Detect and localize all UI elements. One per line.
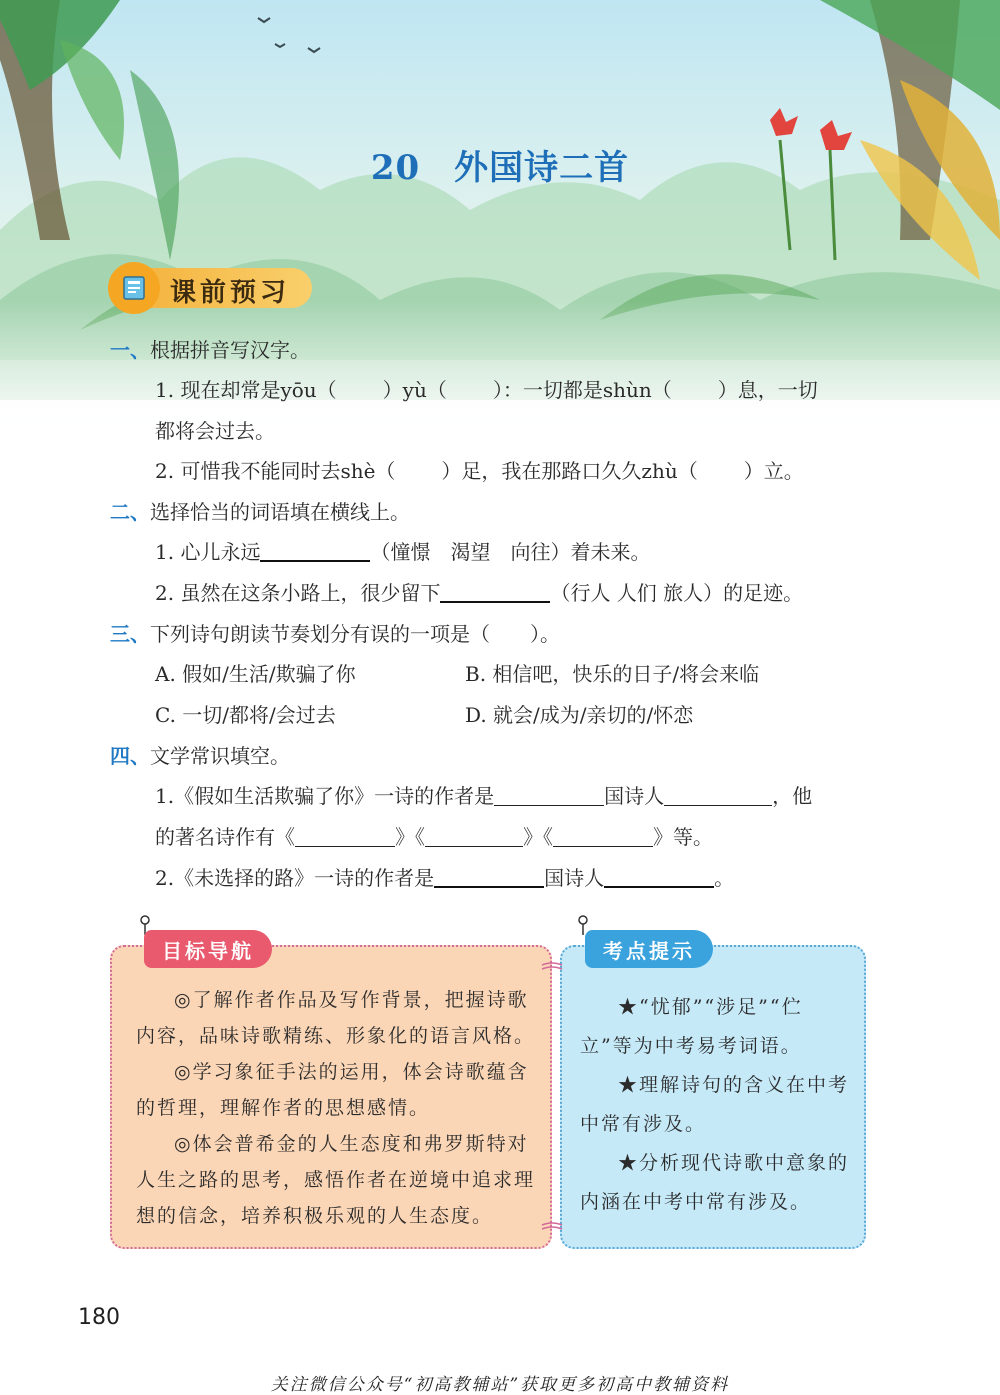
answer-blank[interactable] <box>434 866 544 888</box>
chain-icon <box>540 1222 564 1232</box>
lesson-number: 20 <box>370 148 421 188</box>
s4-q1-text-d: 的著名诗作有《 <box>155 825 295 849</box>
tips-text <box>580 988 849 1222</box>
s2-q1-text-a: 1. 心儿永远 <box>155 540 261 564</box>
tip-line: ★“忧郁”“涉足”“伫 <box>618 996 803 1018</box>
option-a[interactable]: A. 假如/生活/欺骗了你 <box>155 662 356 686</box>
s2-q2-text-b: （行人 人们 旅人）的足迹。 <box>550 581 804 605</box>
section-4-q2 <box>155 864 734 892</box>
s2-q2-text-a: 2. 虽然在这条小路上，很少留下 <box>155 581 441 605</box>
s4-q1-text-c: ，他 <box>772 784 813 808</box>
q1-text-d: ）息，一切 <box>717 378 818 402</box>
s4-q1-text-b: 国诗人 <box>604 784 665 808</box>
q2-text-b: ）足，我在那路口久久zhù（ <box>441 459 698 483</box>
answer-blank[interactable] <box>425 826 523 847</box>
s4-q2-text-a: 2.《未选择的路》一诗的作者是 <box>155 866 435 890</box>
preview-badge <box>108 262 313 314</box>
section-2-title: 选择恰当的词语填在横线上。 <box>150 500 410 524</box>
tip-line: ★分析现代诗歌中意象的 <box>618 1152 850 1174</box>
section-4-heading <box>110 742 290 770</box>
answer-blank[interactable] <box>260 540 370 562</box>
q1-text-b: ）yù（ <box>382 378 447 402</box>
section-3-marker: 三、 <box>110 622 150 646</box>
section-4-q1-cont <box>155 823 713 851</box>
header-illustration <box>0 0 1000 440</box>
section-2-heading <box>110 498 410 526</box>
badge-label: 课前预习 <box>170 278 291 308</box>
section-4-q1 <box>155 782 812 810</box>
s4-q1-text-g: 》等。 <box>653 825 713 849</box>
book-icon <box>108 262 160 314</box>
q2-text-c: ）立。 <box>743 459 804 483</box>
s4-q1-text-a: 1.《假如生活欺骗了你》一诗的作者是 <box>155 784 495 808</box>
section-3-heading <box>110 620 560 648</box>
answer-blank[interactable] <box>440 581 550 603</box>
tip-line: 立”等为中考易考词语。 <box>580 1035 802 1057</box>
section-2-q2 <box>155 579 803 607</box>
footer-note: 关注微信公众号“初高教辅站”获取更多初高中教辅资料 <box>270 1375 730 1395</box>
lesson-title-text: 外国诗二首 <box>454 148 630 188</box>
lesson-title <box>0 140 1000 189</box>
goal-line: ◎了解作者作品及写作背景，把握诗歌 <box>174 989 529 1011</box>
answer-blank[interactable] <box>295 826 395 847</box>
section-1-q1 <box>155 376 818 404</box>
section-4-marker: 四、 <box>110 744 150 768</box>
section-1-q1-cont: 都将会过去。 <box>155 419 275 443</box>
answer-blank[interactable] <box>664 785 772 806</box>
q2-text-a: 2. 可惜我不能同时去shè（ <box>155 459 396 483</box>
option-b[interactable]: B. 相信吧，快乐的日子/将会来临 <box>465 662 760 686</box>
section-1-marker: 一、 <box>110 338 150 362</box>
goal-line: 人生之路的思考，感悟作者在逆境中追求理 <box>136 1169 536 1191</box>
s4-q2-text-b: 国诗人 <box>544 866 605 890</box>
s2-q1-text-b: （憧憬 渴望 向往）着未来。 <box>370 540 651 564</box>
q1-text-c: ）：一切都是shùn（ <box>492 378 672 402</box>
answer-blank[interactable] <box>494 785 604 806</box>
tip-line: ★理解诗句的含义在中考 <box>618 1074 850 1096</box>
s4-q1-text-f: 》《 <box>523 825 553 849</box>
section-1-q2 <box>155 457 804 485</box>
section-1-heading <box>110 336 310 364</box>
tips-tag: 考点提示 <box>585 930 713 968</box>
q1-text-a: 1. 现在却常是yōu（ <box>155 378 337 402</box>
goal-line: ◎学习象征手法的运用，体会诗歌蕴含 <box>174 1061 529 1083</box>
answer-blank[interactable] <box>553 826 653 847</box>
answer-blank[interactable] <box>604 866 714 888</box>
goal-line: ◎体会普希金的人生态度和弗罗斯特对 <box>174 1133 529 1155</box>
option-d[interactable]: D. 就会/成为/亲切的/怀恋 <box>465 703 694 727</box>
section-2-marker: 二、 <box>110 500 150 524</box>
section-4-title: 文学常识填空。 <box>150 744 290 768</box>
s4-q1-text-e: 》《 <box>395 825 425 849</box>
page-number: 180 <box>78 1305 120 1330</box>
section-2-q1 <box>155 538 650 566</box>
section-1-title: 根据拼音写汉字。 <box>150 338 310 362</box>
goals-tag: 目标导航 <box>144 930 272 968</box>
goal-line: 想的信念，培养积极乐观的人生态度。 <box>136 1205 494 1227</box>
goal-line: 内容，品味诗歌精练、形象化的语言风格。 <box>136 1025 536 1047</box>
goals-text <box>136 982 535 1234</box>
section-3-title: 下列诗句朗读节奏划分有误的一项是（ ）。 <box>150 622 560 646</box>
tip-line: 中常有涉及。 <box>580 1113 707 1135</box>
tip-line: 内涵在中考中常有涉及。 <box>580 1191 812 1213</box>
chain-icon <box>540 962 564 972</box>
s4-q2-text-c: 。 <box>714 866 735 890</box>
option-c[interactable]: C. 一切/都将/会过去 <box>155 703 336 727</box>
goal-line: 的哲理，理解作者的思想感情。 <box>136 1097 431 1119</box>
